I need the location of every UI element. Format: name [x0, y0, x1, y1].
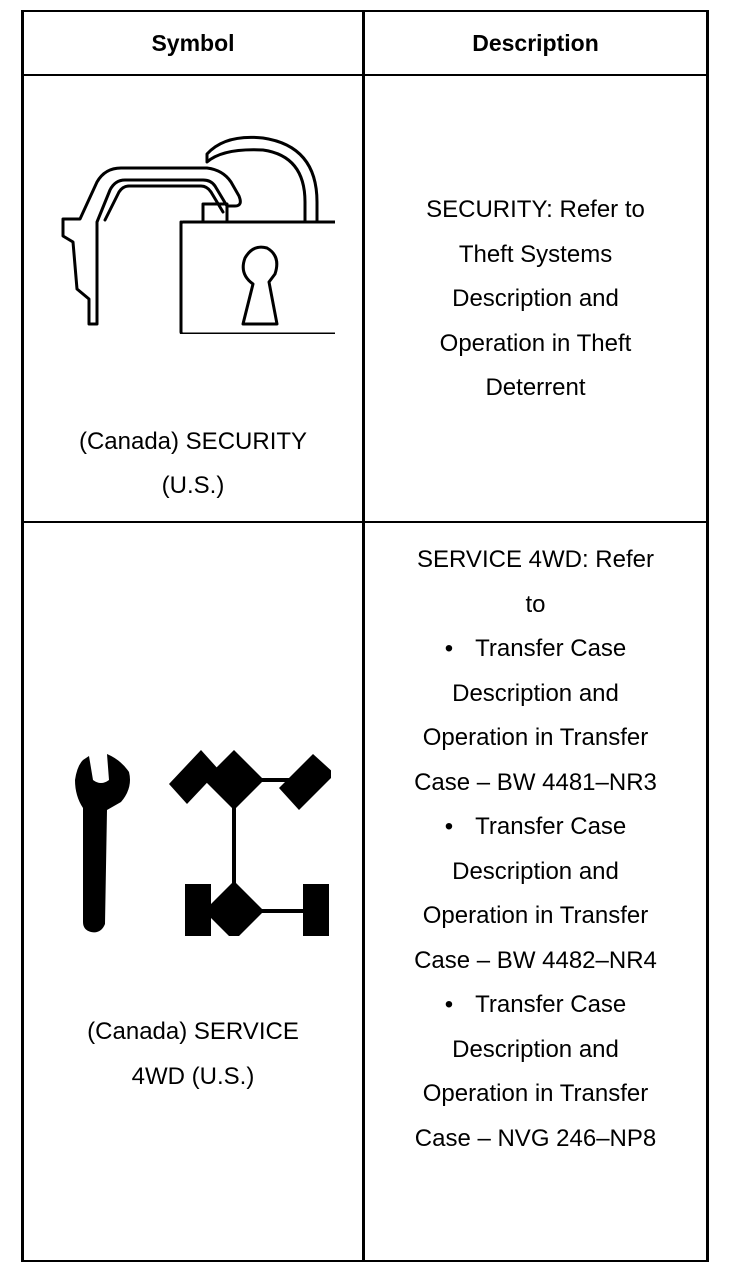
- symbol-caption-service-4wd: [24, 1010, 362, 1099]
- row-divider: [21, 521, 709, 523]
- description-line: Operation in Theft: [439, 329, 632, 357]
- reference-item: [365, 627, 706, 672]
- description-line: to: [525, 590, 546, 618]
- reference-line: Transfer Case: [475, 813, 627, 840]
- table-border-right: [706, 10, 709, 1262]
- bullet-icon: •: [444, 991, 454, 1018]
- reference-line: Transfer Case: [475, 991, 627, 1018]
- reference-line: Case – NVG 246–NP8: [414, 1124, 657, 1152]
- symbol-caption-security: [24, 420, 362, 508]
- symbol-caption-line: (Canada) SERVICE: [87, 1018, 299, 1045]
- bullet-icon: •: [444, 813, 454, 840]
- reference-line: Case – BW 4482–NR4: [414, 946, 657, 974]
- symbol-caption-line: (Canada) SECURITY: [78, 428, 308, 455]
- service-4wd-wrench-drivetrain-icon: [71, 736, 331, 936]
- description-line: Deterrent: [485, 374, 586, 401]
- reference-line: Case – BW 4481–NR3: [414, 768, 657, 796]
- header-symbol: Symbol: [151, 30, 235, 56]
- table-border-bottom: [21, 1260, 709, 1262]
- description-line: Theft Systems: [458, 240, 613, 268]
- reference-line: Operation in Transfer: [422, 1080, 649, 1107]
- symbol-table: [21, 10, 709, 1262]
- reference-line: Operation in Transfer: [422, 902, 649, 929]
- security-lock-car-icon: [55, 124, 335, 334]
- header-description: Description: [472, 30, 599, 56]
- symbol-caption-line: (U.S.): [161, 472, 225, 499]
- reference-line: Transfer Case: [475, 635, 627, 662]
- reference-item: [365, 805, 706, 850]
- description-line: Description and: [452, 285, 619, 312]
- description-service-4wd: [365, 538, 706, 1161]
- reference-line: Description and: [452, 1035, 619, 1063]
- description-line: SECURITY: Refer to: [426, 196, 645, 223]
- reference-item: [365, 983, 706, 1028]
- reference-line: Description and: [452, 679, 619, 707]
- reference-line: Description and: [452, 857, 619, 885]
- bullet-icon: •: [444, 635, 454, 662]
- symbol-caption-line: 4WD (U.S.): [131, 1062, 255, 1090]
- reference-line: Operation in Transfer: [422, 724, 649, 751]
- description-security: [365, 188, 706, 411]
- description-line: SERVICE 4WD: Refer: [417, 546, 654, 573]
